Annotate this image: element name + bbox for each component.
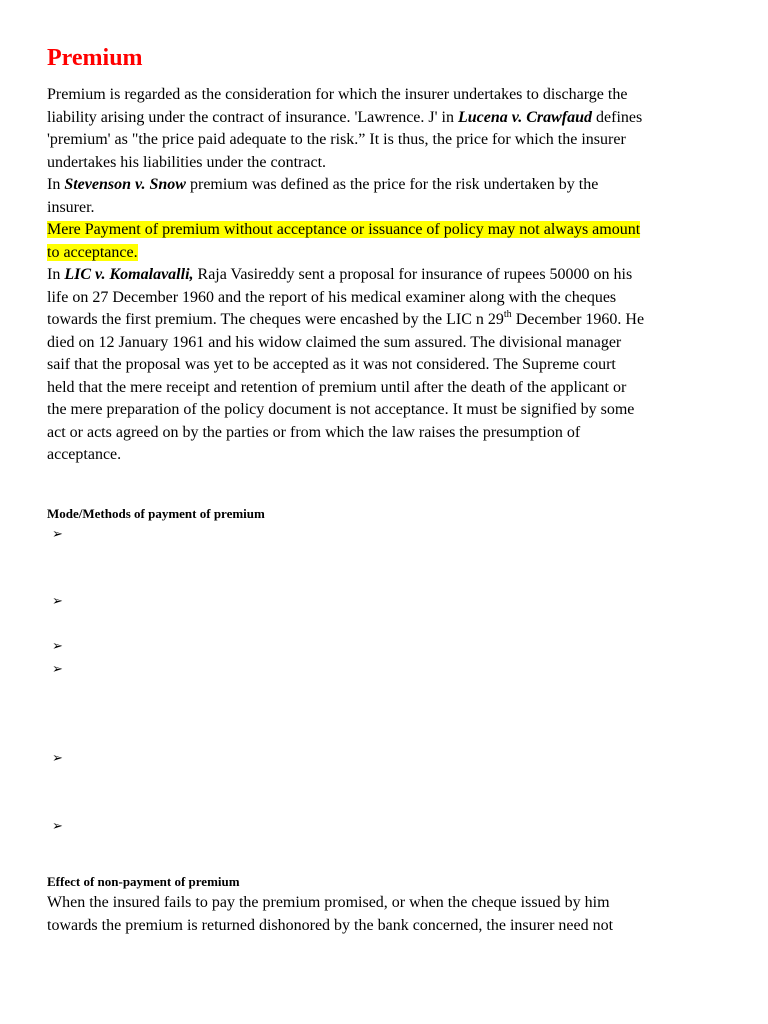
text-line: saif that the proposal was yet to be accepted as it was not considered. The Supreme court <box>47 356 616 373</box>
document-page <box>47 42 727 934</box>
case-name: Lucena v. Crawfaud <box>457 108 593 126</box>
paragraph-definition <box>47 84 727 467</box>
text-line: When the insured fails to pay the premium promised, or when the cheque issued by him <box>47 894 610 911</box>
text-line: undertakes his liabilities under the contract. <box>47 153 327 171</box>
text-line: Premium is regarded as the consideration for which the insurer undertakes to discharge the <box>47 86 628 103</box>
case-name: Stevenson v. Snow <box>64 176 186 193</box>
arrow-bullet-icon: ➢ <box>52 819 63 834</box>
arrow-bullet-icon: ➢ <box>52 639 63 654</box>
text-line <box>47 264 727 287</box>
text-line: acceptance. <box>47 446 122 463</box>
text-line: act or acts agreed on by the parties or from which the law raises the presumption of <box>47 423 581 441</box>
paragraph-non-payment <box>47 892 613 937</box>
text-line: held that the mere receipt and retention of premium until after the death of the applicant or <box>47 378 627 396</box>
arrow-bullet-icon: ➢ <box>52 527 63 542</box>
text-line: died on 12 January 1961 and his widow claimed the sum assured. The divisional manager <box>47 333 622 351</box>
highlighted-line <box>47 242 727 265</box>
text-line: 'premium' as "the price paid adequate to the risk.” It is thus, the price for which the insurer <box>47 131 626 148</box>
highlighted-text: to acceptance. <box>47 243 138 261</box>
text-line <box>47 107 727 130</box>
text-fragment: premium was defined as the price for the risk undertaken by the <box>185 176 599 193</box>
highlighted-line <box>47 219 727 242</box>
text-fragment: defines <box>592 108 643 126</box>
section-heading-non-payment: Effect of non-payment of premium <box>47 874 240 889</box>
arrow-bullet-icon: ➢ <box>52 594 63 609</box>
page-title: Premium <box>47 45 143 71</box>
text-fragment: December 1960. He <box>511 311 645 328</box>
text-fragment: In <box>47 176 65 193</box>
arrow-bullet-icon: ➢ <box>52 751 63 766</box>
arrow-bullet-icon: ➢ <box>52 662 63 677</box>
text-line <box>47 174 727 197</box>
text-line <box>47 309 727 332</box>
case-name: LIC v. Komalavalli, <box>64 266 194 283</box>
text-fragment: liability arising under the contract of insurance. 'Lawrence. J' in <box>47 108 458 126</box>
text-line: the mere preparation of the policy document is not acceptance. It must be signified by some <box>47 401 635 418</box>
text-line: towards the premium is returned dishonored by the bank concerned, the insurer need not <box>47 916 614 934</box>
text-fragment: towards the first premium. The cheques were encashed by the LIC n 29 <box>47 311 504 328</box>
section-heading-payment-methods: Mode/Methods of payment of premium <box>47 506 265 521</box>
highlighted-text: Mere Payment of premium without acceptance or issuance of policy may not always amount <box>47 221 641 238</box>
superscript: th <box>503 308 512 320</box>
text-line: life on 27 December 1960 and the report of his medical examiner along with the cheques <box>47 288 617 306</box>
text-fragment: In <box>47 266 65 283</box>
text-line: insurer. <box>47 198 95 216</box>
text-fragment: Raja Vasireddy sent a proposal for insurance of rupees 50000 on his <box>193 266 633 283</box>
